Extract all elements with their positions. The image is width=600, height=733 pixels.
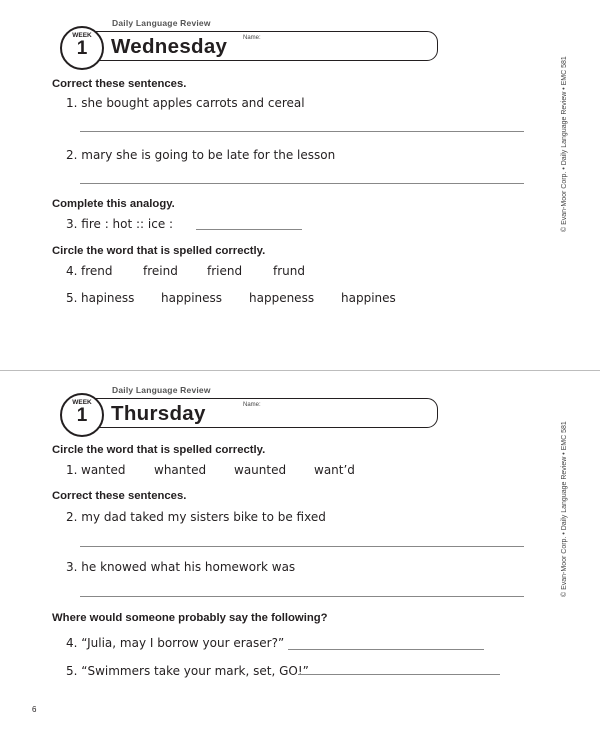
question-2: 2. mary she is going to be late for the lesson bbox=[66, 148, 336, 162]
name-label: Name: bbox=[243, 402, 261, 408]
word-choice[interactable]: friend bbox=[207, 264, 243, 278]
answer-line-3[interactable] bbox=[80, 596, 524, 597]
question-4-number: 4. bbox=[66, 264, 78, 278]
answer-line-2[interactable] bbox=[80, 546, 524, 547]
page-number: 6 bbox=[32, 705, 37, 714]
question-3: 3. fire : hot :: ice : bbox=[66, 217, 174, 231]
section-heading: Correct these sentences. bbox=[52, 78, 187, 90]
question-4: 4. “Julia, may I borrow your eraser?” bbox=[66, 636, 285, 650]
word-choice[interactable]: happeness bbox=[249, 291, 315, 305]
section-heading: Where would someone probably say the following? bbox=[52, 612, 328, 624]
series-label: Daily Language Review bbox=[112, 385, 211, 395]
week-label: WEEK bbox=[72, 32, 92, 39]
section-heading: Circle the word that is spelled correctly. bbox=[52, 245, 266, 257]
word-choice[interactable]: whanted bbox=[154, 463, 207, 477]
word-choice[interactable]: waunted bbox=[234, 463, 287, 477]
week-number: 1 bbox=[76, 38, 88, 59]
question-1: 1. she bought apples carrots and cereal bbox=[66, 96, 305, 110]
page-divider bbox=[0, 370, 600, 371]
word-choice[interactable]: frund bbox=[273, 264, 305, 278]
word-choice[interactable]: hapiness bbox=[81, 291, 135, 305]
day-title: Wednesday bbox=[111, 35, 228, 58]
answer-line-4[interactable] bbox=[288, 649, 484, 650]
analogy-answer-line[interactable] bbox=[196, 229, 302, 230]
question-1-number: 1. bbox=[66, 463, 78, 477]
copyright-side-text: © Evan-Moor Corp. • Daily Language Review • EMC 581 bbox=[561, 56, 568, 232]
word-choice[interactable]: happiness bbox=[161, 291, 223, 305]
answer-line-2[interactable] bbox=[80, 183, 524, 184]
name-label: Name: bbox=[243, 35, 261, 41]
section-heading: Correct these sentences. bbox=[52, 490, 187, 502]
day-title: Thursday bbox=[111, 402, 206, 425]
series-label: Daily Language Review bbox=[112, 18, 211, 28]
question-5: 5. “Swimmers take your mark, set, GO!” bbox=[66, 664, 309, 678]
word-choice[interactable]: want’d bbox=[314, 463, 355, 477]
copyright-side-text: © Evan-Moor Corp. • Daily Language Review • EMC 581 bbox=[561, 421, 568, 597]
word-choice[interactable]: happines bbox=[341, 291, 396, 305]
question-3: 3. he knowed what his homework was bbox=[66, 560, 296, 574]
question-5-number: 5. bbox=[66, 291, 78, 305]
word-choice[interactable]: frend bbox=[81, 264, 113, 278]
week-label: WEEK bbox=[72, 399, 92, 406]
section-heading: Complete this analogy. bbox=[52, 198, 175, 210]
section-heading: Circle the word that is spelled correctly. bbox=[52, 444, 266, 456]
word-choice[interactable]: wanted bbox=[81, 463, 126, 477]
question-2: 2. my dad taked my sisters bike to be fixed bbox=[66, 510, 326, 524]
word-choice[interactable]: freind bbox=[143, 264, 178, 278]
week-number: 1 bbox=[76, 405, 88, 426]
answer-line-5[interactable] bbox=[298, 674, 500, 675]
answer-line-1[interactable] bbox=[80, 131, 524, 132]
